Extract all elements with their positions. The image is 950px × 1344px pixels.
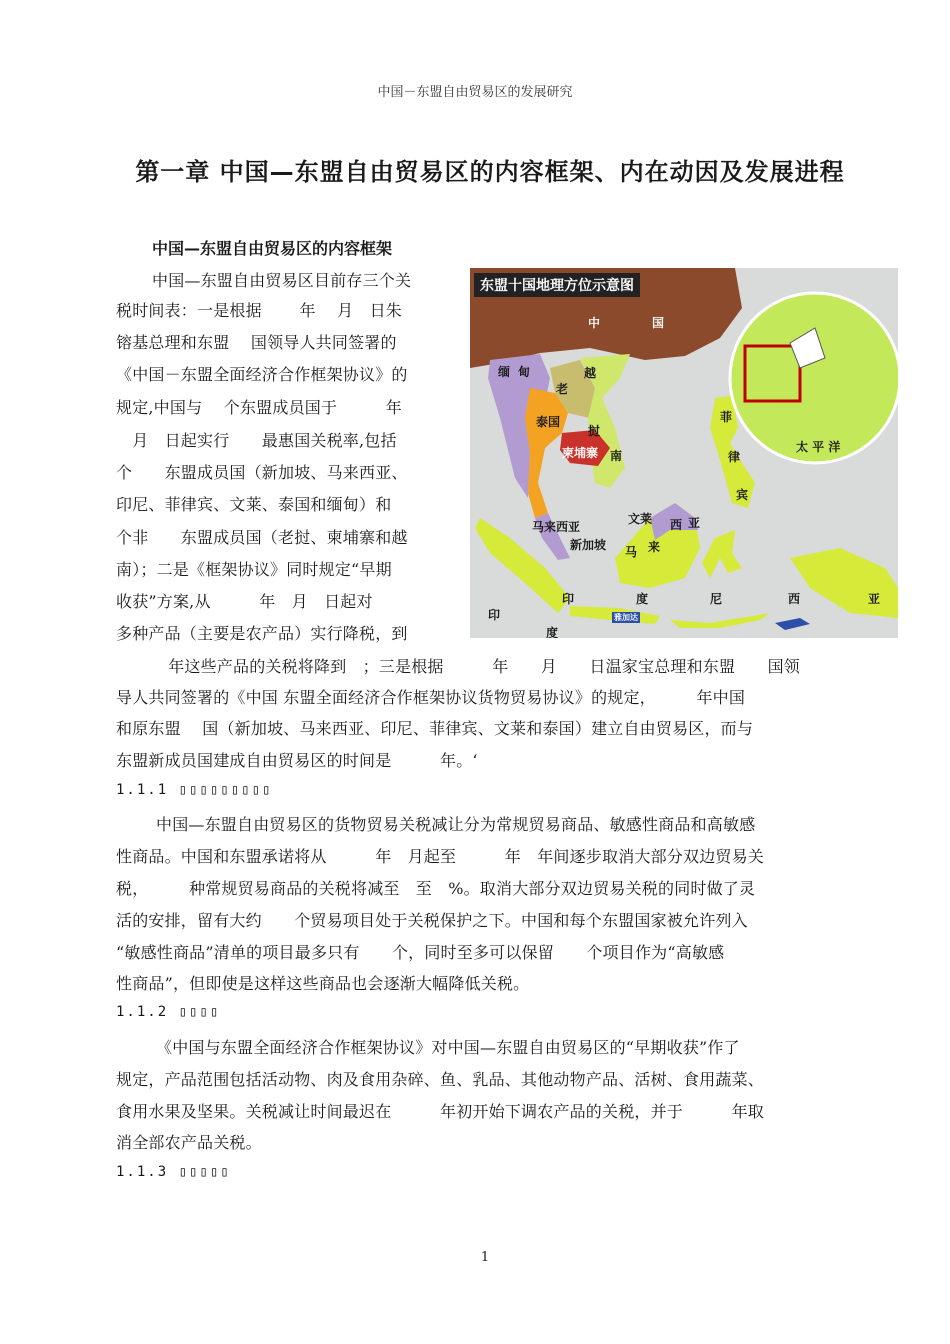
asean-map-figure	[470, 268, 898, 638]
map-label-east-malaysia: 西	[670, 518, 683, 532]
section-heading: 中国—东盟自由贸易区的内容框架	[152, 239, 393, 258]
map-label-east-malaysia: 亚	[688, 516, 701, 530]
map-label-singapore: 新加坡	[570, 538, 607, 552]
paragraph-line: 印尼、菲律宾、文莱、泰国和缅甸）和	[116, 495, 392, 514]
paragraph-line: 活的安排，留有大约 个贸易项目处于关税保护之下。中国和每个东盟国家被允许列入	[116, 911, 748, 930]
running-header: 中国－东盟自由贸易区的发展研究	[377, 85, 573, 100]
map-label-china: 中	[588, 316, 601, 330]
map-label-brunei: 文莱	[628, 512, 653, 526]
paragraph-line: 多种产品（主要是农产品）实行降税，到	[116, 624, 408, 643]
paragraph-line: 个非 东盟成员国（老挝、柬埔寨和越	[116, 528, 408, 547]
paragraph-line: 收获”方案,从 年 月 日起对	[116, 592, 373, 611]
paragraph-line: 南）；二是《框架协议》同时规定“早期	[116, 560, 392, 579]
map-label-china: 国	[652, 316, 665, 330]
map-label-malaysia: 马	[625, 545, 638, 559]
map-label-vietnam: 南	[610, 449, 623, 463]
paragraph-line: 税， 种常规贸易商品的关税将减至 至 %。取消大部分双边贸易关税的同时做了灵	[116, 879, 756, 898]
map-label-indonesia: 西	[788, 592, 801, 606]
paragraph-line: 《中国－东盟全面经济合作框架协议》的	[116, 365, 408, 384]
map-label-jakarta: 雅加达	[614, 613, 638, 622]
map-label-indian-ocean: 度	[546, 626, 559, 638]
paragraph-line: 年这些产品的关税将降到 ；三是根据 年 月 日温家宝总理和东盟 国领	[152, 657, 801, 676]
map-label-myanmar: 缅	[498, 365, 511, 379]
map-label-indonesia: 印	[562, 592, 575, 606]
map-label-cambodia: 柬埔寨	[562, 446, 599, 460]
map-label-malaysia: 马来西亚	[532, 520, 581, 534]
paragraph-line: 规定，产品范围包括活动物、肉及食用杂碎、鱼、乳品、其他动物产品、活树、食用蔬菜、	[116, 1070, 765, 1089]
paragraph-line: 规定,中国与 个东盟成员国于 年	[116, 398, 402, 417]
paragraph-line: 性商品”，但即使是这样这些商品也会逐渐大幅降低关税。	[116, 974, 530, 993]
map-label-myanmar: 甸	[518, 365, 531, 379]
paragraph-line: 镕基总理和东盟 国领导人共同签署的	[116, 333, 397, 352]
map-title	[474, 273, 640, 297]
subsection-heading: 1.1.3 ▯▯▯▯▯	[116, 1164, 231, 1180]
paragraph-line: 月 日起实行 最惠国关税率,包括	[116, 431, 397, 450]
map-label-laos: 挝	[588, 424, 601, 438]
map-label-laos: 老	[556, 382, 569, 396]
map-label-vietnam: 越	[584, 366, 597, 380]
map-label-philippines: 律	[728, 450, 741, 464]
paragraph-line: “敏感性商品”清单的项目最多只有 个，同时至多可以保留 个项目作为“高敏感	[116, 943, 725, 962]
map-label-philippines: 菲	[720, 410, 733, 424]
paragraph-line: 个 东盟成员国（新加坡、马来西亚、	[116, 463, 408, 482]
subsection-heading: 1.1.2 ▯▯▯▯	[116, 1004, 221, 1020]
map-label-thailand: 泰国	[536, 415, 561, 429]
paragraph-line: 《中国与东盟全面经济合作框架协议》对中国—东盟自由贸易区的“早期收获”作了	[156, 1038, 740, 1057]
paragraph-line: 税时间表：一是根据 年 月 日朱	[116, 301, 402, 320]
chapter-title: 第一章 中国—东盟自由贸易区的内容框架、内在动因及发展进程	[135, 158, 845, 186]
map-label-indonesia: 尼	[710, 592, 723, 606]
subsection-heading: 1.1.1 ▯▯▯▯▯▯▯▯▯	[116, 782, 273, 798]
map-label-indonesia: 亚	[868, 592, 881, 606]
paragraph-line: 中国—东盟自由贸易区的货物贸易关税减让分为常规贸易商品、敏感性商品和高敏感	[156, 815, 756, 834]
paragraph-line: 消全部农产品关税。	[116, 1133, 262, 1152]
map-title-text: 东盟十国地理方位示意图	[480, 278, 634, 294]
paragraph-line: 导人共同签署的《中国 东盟全面经济合作框架协议货物贸易协议》的规定， 年中国	[116, 688, 746, 707]
paragraph-line: 性商品。中国和东盟承诺将从 年 月起至 年 年间逐步取消大部分双边贸易关	[116, 847, 765, 866]
map-label-malaysia: 来	[648, 540, 661, 554]
paragraph-line: 东盟新成员国建成自由贸易区的时间是 年。‘	[116, 751, 478, 770]
map-label-indonesia: 度	[636, 592, 649, 606]
page-number: 1	[480, 1250, 490, 1265]
map-label-pacific: 太 平 洋	[796, 440, 841, 454]
map-label-indian-ocean: 印	[488, 608, 501, 622]
paragraph-line: 和原东盟 国（新加坡、马来西亚、印尼、菲律宾、文莱和泰国）建立自由贸易区，而与	[116, 719, 754, 738]
paragraph-line: 食用水果及坚果。关税减让时间最迟在 年初开始下调农产品的关税，并于 年取	[116, 1102, 765, 1121]
map-label-philippines: 宾	[736, 488, 749, 502]
paragraph-line: 中国—东盟自由贸易区目前存三个关	[152, 271, 412, 290]
